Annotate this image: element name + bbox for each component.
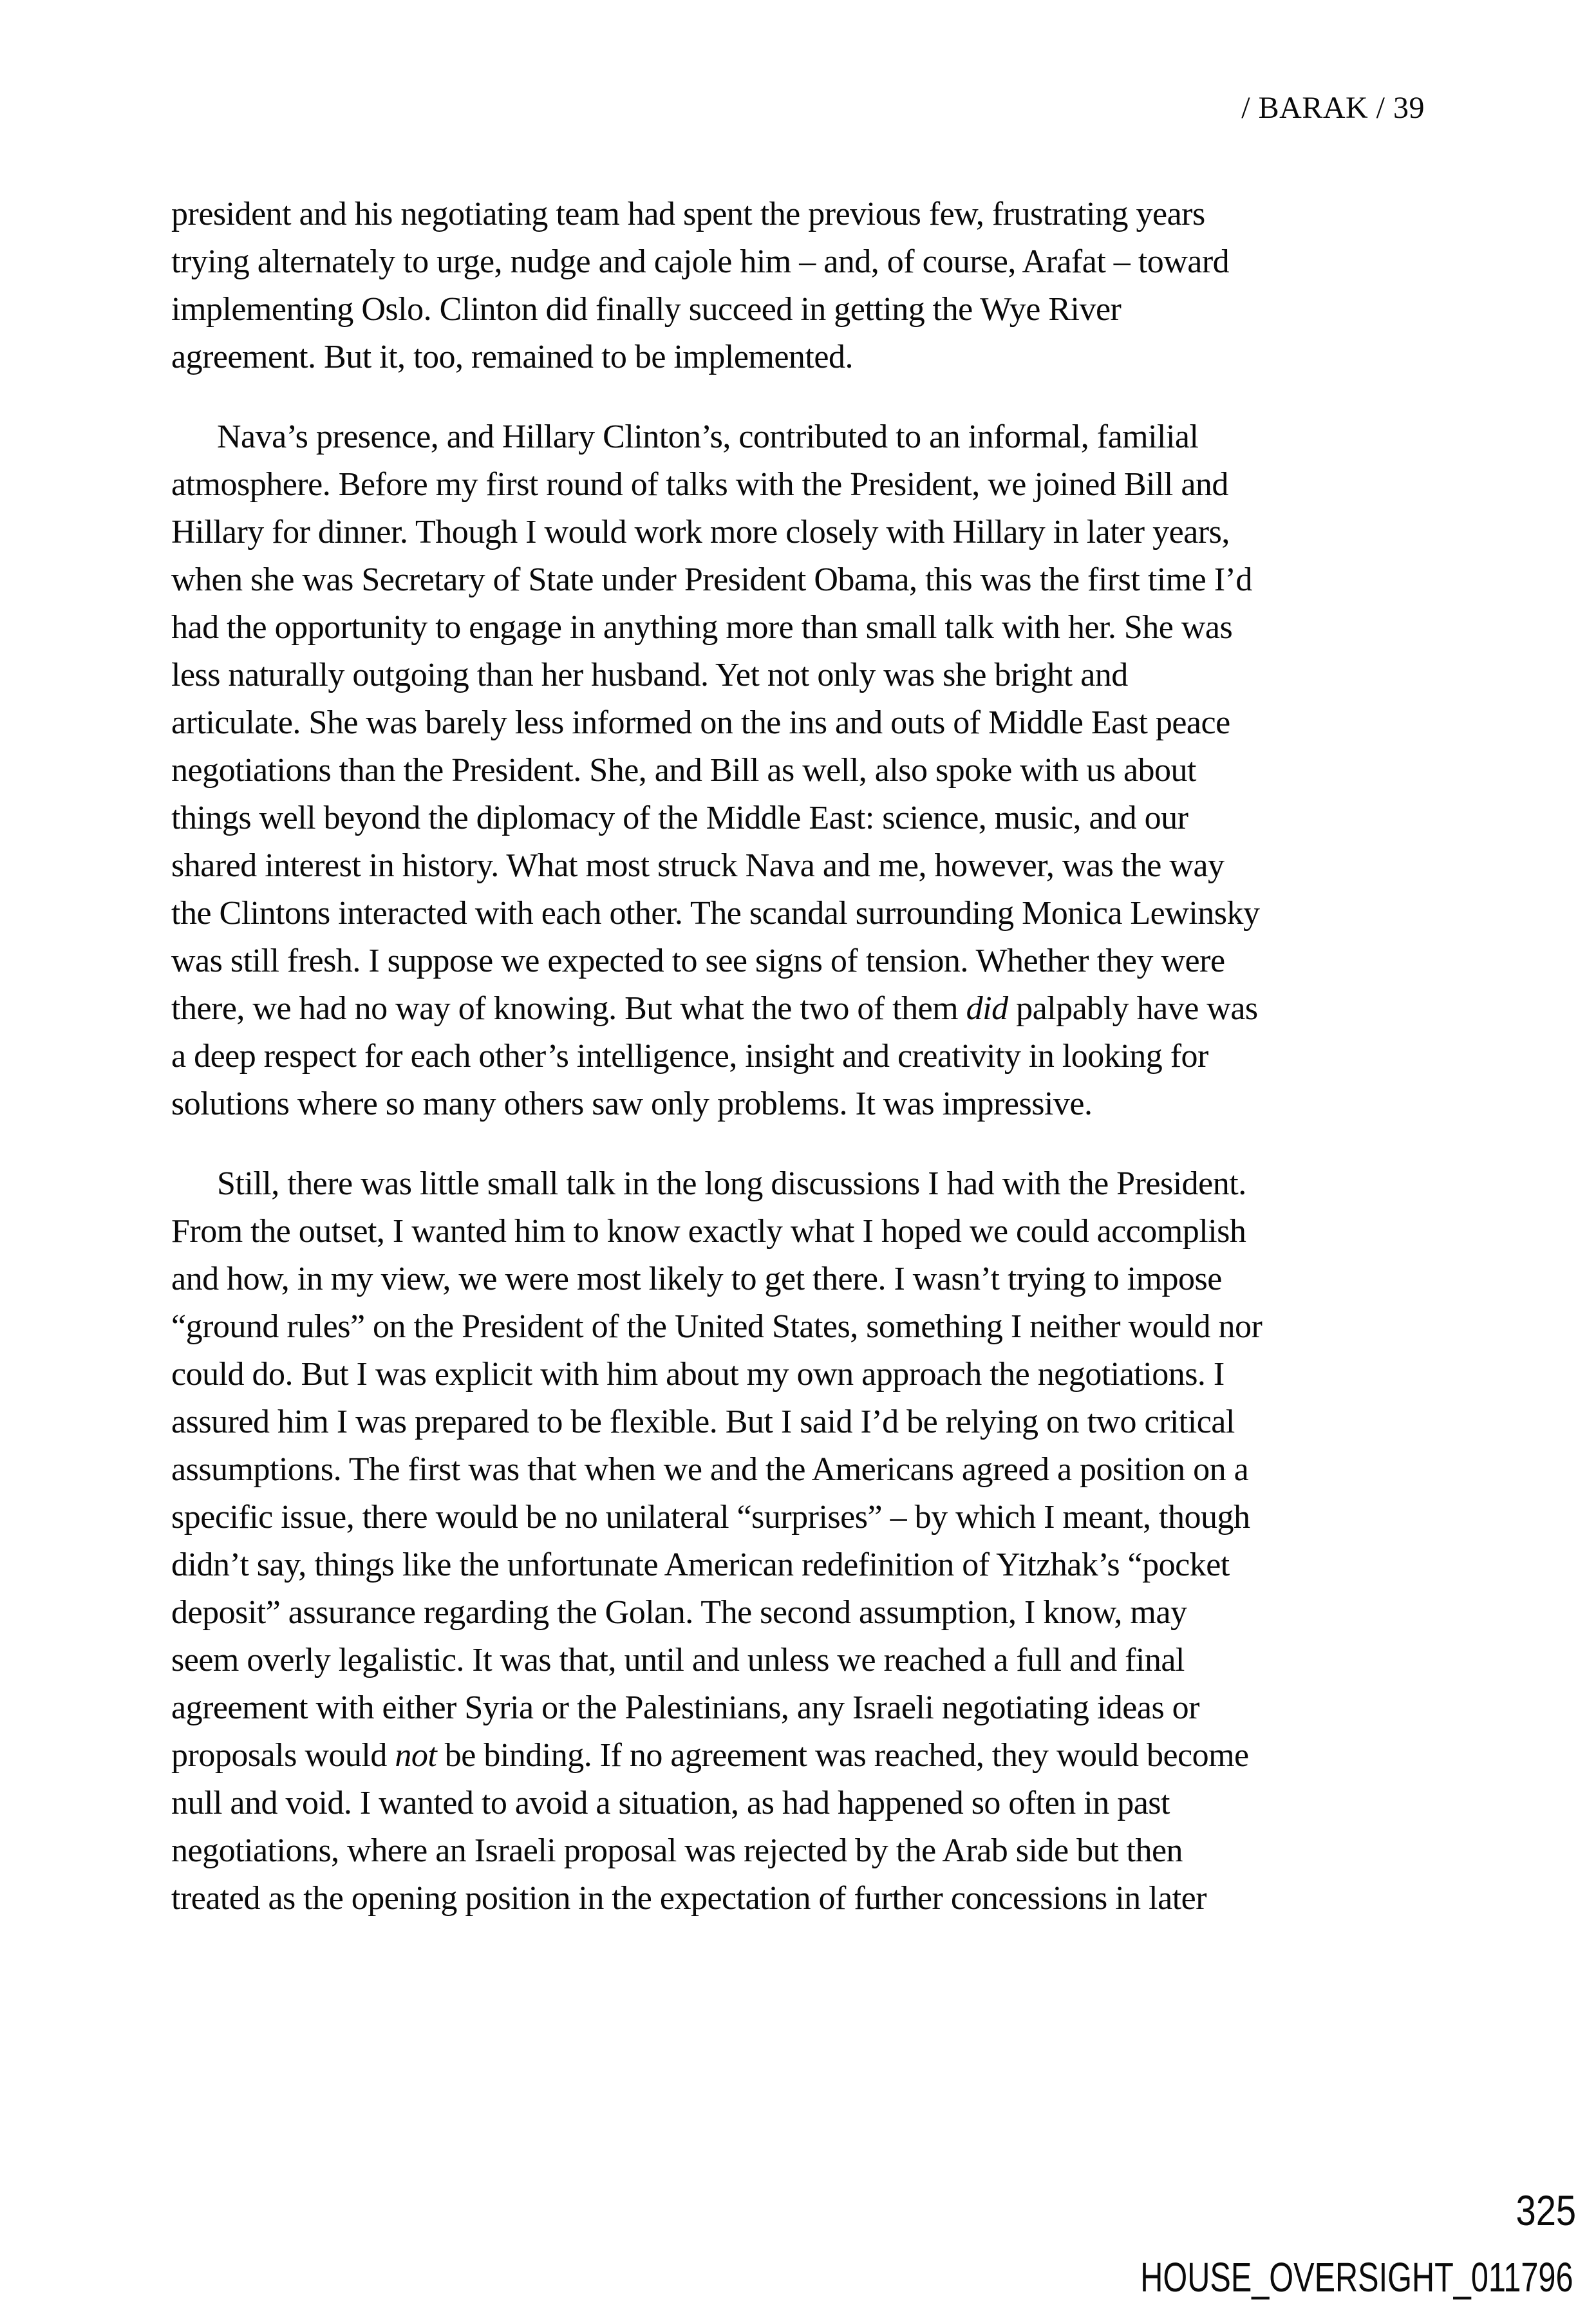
text-line: the Clintons interacted with each other. The scandal surrounding Monica Lewinsky <box>171 895 1260 932</box>
text-line: treated as the opening position in the expectation of further concessions in later <box>171 1880 1207 1917</box>
text-line: Nava’s presence, and Hillary Clinton’s, contributed to an informal, familial <box>217 418 1199 455</box>
text-line: could do. But I was explicit with him about my own approach the negotiations. I <box>171 1356 1225 1393</box>
text-line: specific issue, there would be no unilateral “surprises” – by which I meant, though <box>171 1499 1250 1536</box>
text-line: articulate. She was barely less informed on the ins and outs of Middle East peace <box>171 704 1230 741</box>
text-line: was still fresh. I suppose we expected to see signs of tension. Whether they were <box>171 943 1225 979</box>
text-line: agreement with either Syria or the Palestinians, any Israeli negotiating ideas or <box>171 1689 1199 1726</box>
text-line: things well beyond the diplomacy of the Middle East: science, music, and our <box>171 800 1188 836</box>
page-number: 325 <box>1516 2186 1576 2234</box>
text-line: assured him I was prepared to be flexible. But I said I’d be relying on two critical <box>171 1404 1235 1440</box>
text-line: Still, there was little small talk in the long discussions I had with the President. <box>217 1165 1246 1202</box>
paragraph <box>171 413 1433 1128</box>
bates-stamp: HOUSE_OVERSIGHT_011796 <box>1140 2254 1573 2300</box>
text-line: Hillary for dinner. Though I would work more closely with Hillary in later years, <box>171 514 1230 550</box>
text-line: president and his negotiating team had spent the previous few, frustrating years <box>171 196 1205 232</box>
text-line: didn’t say, things like the unfortunate American redefinition of Yitzhak’s “pocket <box>171 1546 1230 1583</box>
text-line: null and void. I wanted to avoid a situation, as had happened so often in past <box>171 1785 1170 1821</box>
text-line: there, we had no way of knowing. But what the two of them did palpably have was <box>171 990 1258 1027</box>
text-line: assumptions. The first was that when we and the Americans agreed a position on a <box>171 1451 1249 1488</box>
text-line: atmosphere. Before my first round of talks with the President, we joined Bill and <box>171 466 1228 503</box>
text-body <box>171 191 1433 1922</box>
text-line: seem overly legalistic. It was that, until and unless we reached a full and final <box>171 1642 1185 1678</box>
text-line: and how, in my view, we were most likely to get there. I wasn’t trying to impose <box>171 1261 1222 1297</box>
text-line: negotiations than the President. She, and Bill as well, also spoke with us about <box>171 752 1197 789</box>
paragraph <box>171 1160 1433 1922</box>
text-line: when she was Secretary of State under President Obama, this was the first time I’d <box>171 561 1252 598</box>
text-line: proposals would not be binding. If no agreement was reached, they would become <box>171 1737 1249 1774</box>
text-line: negotiations, where an Israeli proposal was rejected by the Arab side but then <box>171 1832 1183 1869</box>
text-line: “ground rules” on the President of the United States, something I neither would nor <box>171 1308 1263 1345</box>
text-line: agreement. But it, too, remained to be implemented. <box>171 339 853 375</box>
text-line: trying alternately to urge, nudge and cajole him – and, of course, Arafat – toward <box>171 243 1230 280</box>
page-header: / BARAK / 39 <box>1241 91 1425 125</box>
text-line: less naturally outgoing than her husband. Yet not only was she bright and <box>171 657 1128 693</box>
text-line: had the opportunity to engage in anything more than small talk with her. She was <box>171 609 1233 646</box>
text-line: From the outset, I wanted him to know exactly what I hoped we could accomplish <box>171 1213 1246 1250</box>
text-line: deposit” assurance regarding the Golan. The second assumption, I know, may <box>171 1594 1187 1631</box>
text-line: shared interest in history. What most struck Nava and me, however, was the way <box>171 847 1225 884</box>
text-line: a deep respect for each other’s intelligence, insight and creativity in looking for <box>171 1038 1208 1075</box>
paragraph <box>171 191 1433 381</box>
text-line: solutions where so many others saw only problems. It was impressive. <box>171 1086 1093 1122</box>
text-line: implementing Oslo. Clinton did finally succeed in getting the Wye River <box>171 291 1122 328</box>
